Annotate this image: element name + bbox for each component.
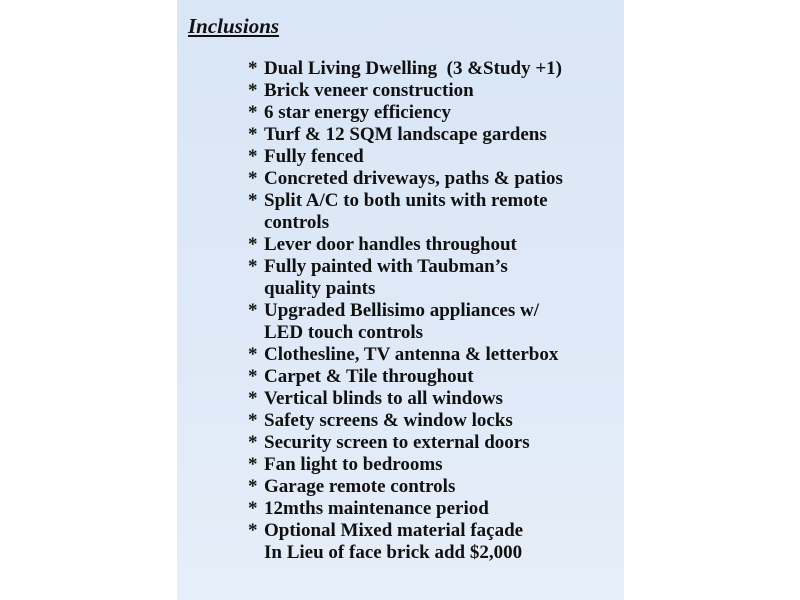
list-item-text: Fully fenced xyxy=(264,146,364,167)
list-item-text: Safety screens & window locks xyxy=(264,410,513,431)
inclusions-heading: Inclusions xyxy=(188,14,280,38)
list-item-text: Upgraded Bellisimo appliances w/ LED touch controls xyxy=(264,300,539,343)
list-item-text: Concreted driveways, paths & patios xyxy=(264,168,563,189)
list-item xyxy=(248,432,618,454)
list-item-text: 12mths maintenance period xyxy=(264,498,489,519)
bullet-marker: * xyxy=(248,146,258,167)
list-item xyxy=(248,344,618,366)
bullet-marker: * xyxy=(248,190,258,211)
list-item-text: Dual Living Dwelling (3 &Study +1) xyxy=(264,58,562,79)
bullet-marker: * xyxy=(248,410,258,431)
list-item-text: Optional Mixed material façade In Lieu of face brick add $2,000 xyxy=(264,520,524,563)
list-item xyxy=(248,454,618,476)
list-item xyxy=(248,58,618,80)
bullet-marker: * xyxy=(248,476,258,497)
list-item xyxy=(248,520,618,564)
list-item xyxy=(248,146,618,168)
bullet-marker: * xyxy=(248,256,258,277)
list-item-text: Fully painted with Taubman’s quality paints xyxy=(264,256,508,299)
list-item-text: Garage remote controls xyxy=(264,476,456,497)
bullet-marker: * xyxy=(248,300,258,321)
list-item-text: Security screen to external doors xyxy=(264,432,530,453)
bullet-marker: * xyxy=(248,234,258,255)
list-item-text: Turf & 12 SQM landscape gardens xyxy=(264,124,547,145)
list-item xyxy=(248,410,618,432)
bullet-marker: * xyxy=(248,454,258,475)
list-item-text: 6 star energy efficiency xyxy=(264,102,451,123)
list-item xyxy=(248,234,618,256)
bullet-marker: * xyxy=(248,168,258,189)
list-item-text: Split A/C to both units with remote controls xyxy=(264,190,548,233)
list-item xyxy=(248,300,618,344)
list-item xyxy=(248,388,618,410)
inclusions-list xyxy=(248,58,618,564)
bullet-marker: * xyxy=(248,520,258,541)
bullet-marker: * xyxy=(248,102,258,123)
list-item-text: Fan light to bedrooms xyxy=(264,454,443,475)
list-item xyxy=(248,256,618,300)
list-item-text: Lever door handles throughout xyxy=(264,234,517,255)
bullet-marker: * xyxy=(248,388,258,409)
bullet-marker: * xyxy=(248,432,258,453)
list-item-text: Carpet & Tile throughout xyxy=(264,366,474,387)
list-item xyxy=(248,476,618,498)
bullet-marker: * xyxy=(248,80,258,101)
list-item xyxy=(248,80,618,102)
list-item xyxy=(248,190,618,234)
list-item xyxy=(248,366,618,388)
bullet-marker: * xyxy=(248,124,258,145)
list-item xyxy=(248,124,618,146)
bullet-marker: * xyxy=(248,498,258,519)
bullet-marker: * xyxy=(248,344,258,365)
list-item-text: Vertical blinds to all windows xyxy=(264,388,503,409)
list-item xyxy=(248,102,618,124)
bullet-marker: * xyxy=(248,366,258,387)
list-item xyxy=(248,168,618,190)
list-item xyxy=(248,498,618,520)
list-item-text: Brick veneer construction xyxy=(264,80,474,101)
list-item-text: Clothesline, TV antenna & letterbox xyxy=(264,344,559,365)
bullet-marker: * xyxy=(248,58,258,79)
